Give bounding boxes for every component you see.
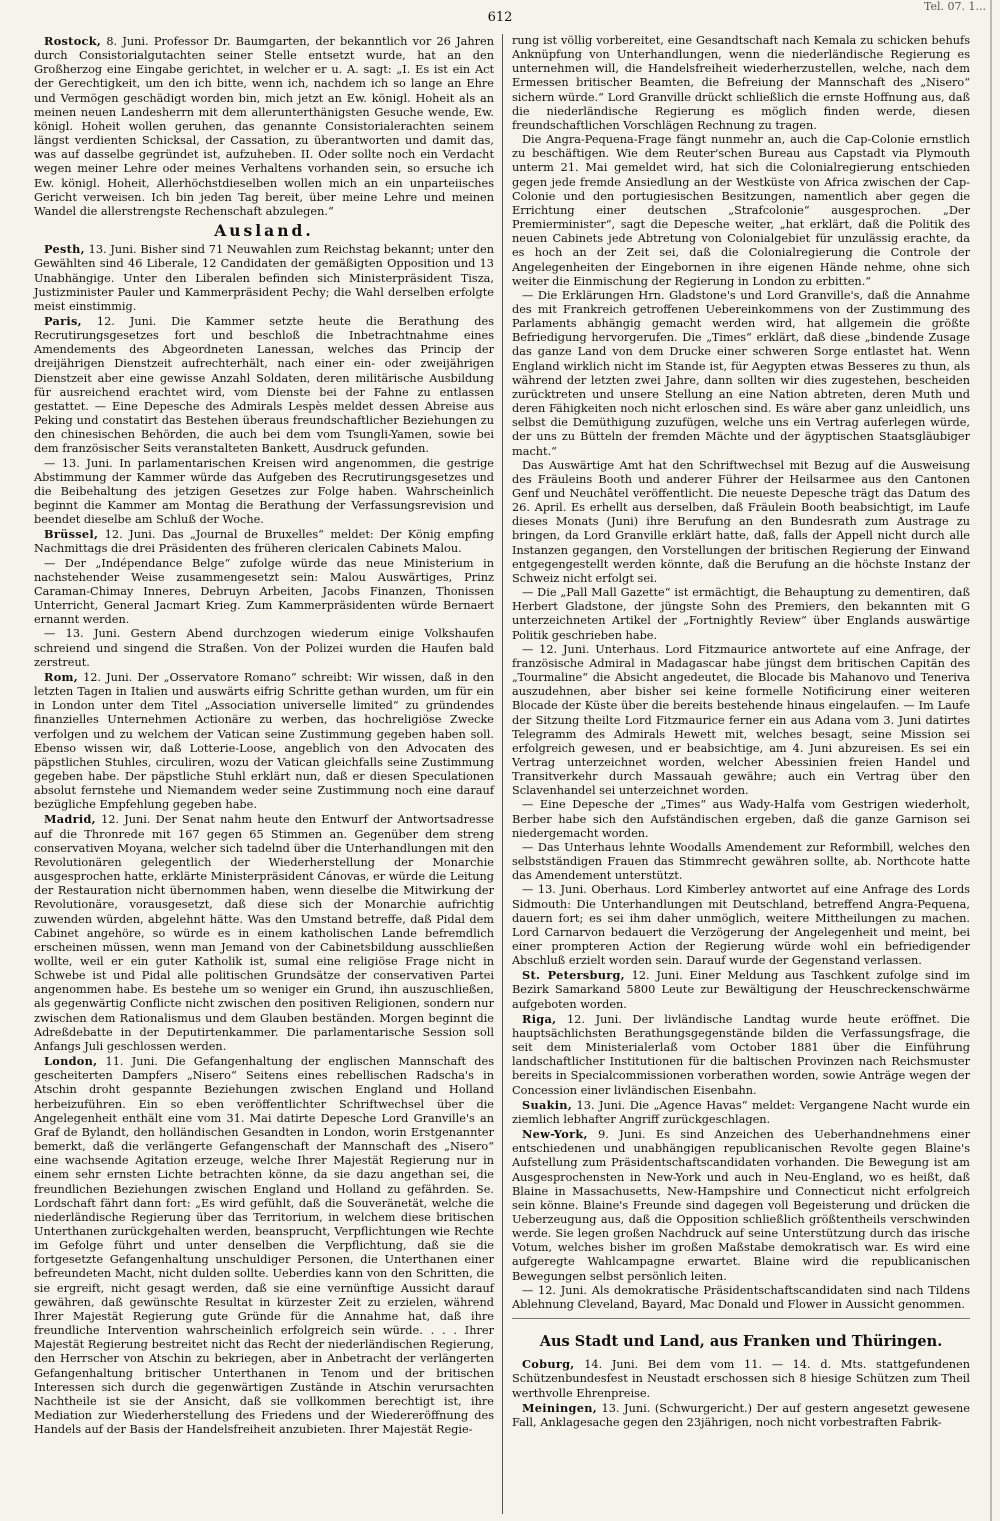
article-text: 9. Juni. Es sind Anzeichen des Ueberhandnehmens einer entschiedenen und unabhängigen republicanischen Revolte gegen Blaine's Aufstellung zum Präsidentschaftscandidaten vorhanden. Die Bewegung ist am Ausgesprochensten in New-York und auch in Neu-England, wo es heißt, daß Blaine in Massachusetts, New-Hampshire und Connecticut nicht erfolgreich sein könne. Blaine's Freunde sind dagegen voll Begeisterung und drücken die Ueberzeugung aus, daß die Opposition schließlich größtentheils verschwinden werde. Sie legen großen Nachdruck auf seine Unterstützung durch das irische Votum, welches bisher im großen Maßstabe demokratisch war. Es wird eine aufgeregte Wahlcampagne erwartet. Blaine wird die republicanischen Bewegungen selbst persönlich leiten. [512,1128,970,1283]
section-heading: Ausland. [214,221,314,241]
page-edge [990,0,992,1521]
article-text: 12. Juni. Die Kammer setzte heute die Berathung des Recrutirungsgesetzes fort und beschloß die Inbetrachtnahme eines Amendements des Abgeordneten Lanessan, welches das Princip der dreijährigen Dienstzeit aufrechterhält, nach einer ein- oder zweijährigen Dienstzeit aber eine gewisse Anzahl Soldaten, deren militärische Ausbildung für ausreichend erachtet wird, vom Dienste bei der Fahne zu entlassen gestattet. — Eine Depesche des Admirals Lespès meldet dessen Abreise aus Peking und constatirt das Bestehen überaus freundschaftlicher Beziehungen zu den chinesischen Behörden, die auch bei dem vom Tsungli-Yamen, sowie bei dem französischer Seits veranstalteten Bankett, Ausdruck gefunden. [34,314,494,456]
article-text: — Eine Depesche der „Times“ aus Wady-Halfa vom Gestrigen wiederholt, Berber habe sich den Aufständischen ergeben, daß die ganze Garnison sei niedergemacht worden. [512,798,970,840]
dateline: Rostock, [44,34,102,48]
article-text: Die Angra-Pequena-Frage fängt nunmehr an, auch die Cap-Colonie ernstlich zu beschäftigen. Wie dem Reuter'schen Bureau aus Capstadt via Plymouth unterm 21. Mai gemeldet wird, hat sich die Colonialregierung entschieden gegen jede fremde Ansiedlung an der Westküste von Africa zwischen der Cap-Colonie und den portugiesischen Besitzungen, namentlich aber gegen die Errichtung einer deutschen „Strafcolonie“ ausgesprochen. „Der Premierminister“, sagt die Depesche weiter, „hat erklärt, daß die Politik des neuen Cabinets jede Abtretung von Colonialgebiet für unzulässig erachte, da es hoch an der Zeit sei, daß die Colonialregierung die Controle der Angelegenheiten der Eingebornen in ihre eigenen Hände nehme, ohne sich weiter die Einmischung der Regierung in London zu erbitten.“ [512,133,970,288]
dateline: Riga, [522,1011,557,1026]
article-text: 12. Juni. Einer Meldung aus Taschkent zufolge sind im Bezirk Samarkand 5800 Leute zur Bewältigung der Heuschreckenschwärme aufgeboten worden. [512,969,970,1011]
article-paragraph [512,798,970,840]
article-text: — 12. Juni. Als demokratische Präsidentschaftscandidaten sind nach Tildens Ablehnung Cleveland, Bayard, Mac Donald und Flower in Aussicht genommen. [512,1283,970,1311]
dateline: New-York, [522,1127,588,1142]
article-text: 11. Juni. Die Gefangenhaltung der englischen Mannschaft des gescheiterten Dampfers „Nisero“ Seitens eines rebellischen Radscha's in Atschin droht gespannte Beziehungen zwischen England und Holland herbeizuführen. Ein so eben veröffentlichter Schriftwechsel über die Angelegenheit enthält eine vom 31. Mai datirte Depesche Lord Granville's an Graf de Bylandt, den holländischen Gesandten in London, worin Erstgenannter bemerkt, daß die verlängerte Gefangenschaft der Mannschaft des „Nisero“ eine wachsende Agitation erzeuge, welche Ihrer Majestät Regierung nur in einem sehr ernsten Lichte betrachten könne, da sie dazu angethan sei, die freundlichen Beziehungen zwischen England und Holland zu gefährden. Se. Lordschaft fährt dann fort: „Es wird gefühlt, daß die Souveränetät, welche die niederländische Regierung über das Territorium, in welchem diese britischen Unterthanen zurückgehalten werden, beansprucht, Verpflichtungen wie Rechte im Gefolge führt und unter denselben die Verpflichtung, daß sie die fortgesetzte Gefangenhaltung unschuldiger Personen, die Unterthanen einer befreundeten Macht, nicht dulden sollte. Ueberdies kann von den Schritten, die sie ergreift, nicht gesagt werden, daß sie eine vernünftige Aussicht darauf gewähren, daß gewünschte Resultat in kürzester Zeit zu erzielen, während Ihrer Majestät Regierung gute Gründe für die Annahme hat, daß ihre freundliche Intervention wahrscheinlich erfolgreich sein würde. . . . Ihrer Majestät Regierung bestreitet nicht das Recht der niederländischen Regierung, den Herrscher von Atschin zu bekriegen, aber in Anbetracht der verlängerten Gefangenhaltung britischer Unterthanen in Tenom und der britischen Interessen sich durch die gegenwärtigen Zustände in Atschin verursachten Nachtheile ist sie der Ansicht, daß sie vollkommen berechtigt ist, ihre Mediation zur Wiederherstellung des Friedens und der Wiedereröffnung des Handels auf der Basis der Handelsfreiheit anzubieten. Ihrer Majestät Regie- [34,1055,494,1437]
article-text: — Das Unterhaus lehnte Woodalls Amendement zur Reformbill, welches den selbstständigen Frauen das Stimmrecht gewähren sollte, ab. Northcote hatte das Amendement unterstützt. [512,840,970,883]
article-paragraph [512,133,970,289]
article-paragraph [512,1284,970,1312]
column-divider [502,34,503,1514]
article-text: — 12. Juni. Unterhaus. Lord Fitzmaurice antwortete auf eine Anfrage, der französische Admiral in Madagascar habe jüngst dem britischen Capitän des „Tourmaline“ die Absicht angedeutet, die Blocade bis Mahanovo und Teneriva auszudehnen, aber bisher sei keine formelle Notificirung einer weiteren Blocade der Küste über die bereits bestehende hinaus eingelaufen. — Im Laufe der Sitzung theilte Lord Fitzmaurice ferner ein aus Adana vom 3. Juni datirtes Telegramm des Admirals Hewett mit, welches besagt, seine Mission sei erfolgreich gewesen, und er beabsichtige, am 4. Juni abzureisen. Es sei ein Vertrag unterzeichnet worden, welcher Abessinien freien Handel und Transitverkehr durch Massauah gewähre; auch ein Vertrag über den Sclavenhandel sei unterzeichnet worden. [512,642,970,798]
article-text: — Die „Pall Mall Gazette“ ist ermächtigt, die Behauptung zu dementiren, daß Herbert Gladstone, der jüngste Sohn des Premiers, den bekannten mit G unterzeichneten Artikel der „Fortnightly Review“ über Englands auswärtige Politik geschrieben habe. [512,586,970,642]
article-paragraph [512,968,970,1011]
article-paragraph [512,1127,970,1284]
dateline: Paris, [44,313,82,328]
dateline: Brüssel, [44,527,99,542]
article-paragraph [34,242,494,314]
article-paragraph [512,289,970,459]
dateline: Madrid, [44,812,96,827]
article-paragraph [512,1357,970,1400]
article-paragraph [34,527,494,556]
article-paragraph [34,457,494,528]
right-column [512,34,970,1430]
article-text: Das Auswärtige Amt hat den Schriftwechsel mit Bezug auf die Ausweisung des Fräuleins Booth und anderer Führer der Heilsarmee aus den Cantonen Genf und Neuchâtel veröffentlicht. Die neueste Depesche trägt das Datum des 26. April. Es erhellt aus derselben, daß Fräulein Booth beabsichtigt, im Laufe dieses Monats (Juni) ihre Berufung an den Bundesrath zum Austrage zu bringen, da Lord Granville erklärt hatte, daß, falls der Appell nicht durch alle Instanzen gegangen, den Vorstellungen der britischen Regierung der Einwand entgegengestellt werden könnte, daß die Berufung an die höchste Instanz der Schweiz nicht erfolgt sei. [512,458,970,585]
article-text: 13. Juni. Die „Agence Havas“ meldet: Vergangene Nacht wurde ein ziemlich lebhafter Angriff zurückgeschlagen. [512,1098,970,1126]
article-paragraph [512,1098,970,1127]
article-text: — 13. Juni. Oberhaus. Lord Kimberley antwortet auf eine Anfrage des Lords Sidmouth: Die Unterhandlungen mit Deutschland, betreffend Angra-Pequena, dauern fort; es sei ihm daher unmöglich, weitere Mittheilungen zu machen. Lord Carnarvon bedauert die Verzögerung der Angelegenheit und meint, bei einer prompteren Action der Regierung würde wohl ein befriedigender Abschluß erzielt worden sein. Darauf wurde der Gegenstand verlassen. [512,883,970,968]
dateline: Pesth, [44,242,85,257]
article-text: — 13. Juni. Gestern Abend durchzogen wiederum einige Volkshaufen schreiend und singend die Straßen. Von der Polizei wurden die Haufen bald zerstreut. [34,627,494,669]
article-paragraph [512,841,970,883]
article-text: 14. Juni. Bei dem vom 11. — 14. d. Mts. stattgefundenen Schützenbundesfest in Neustadt erschossen sich 8 hiesige Schützen zum Theil werthvolle Ehrenpreise. [512,1358,970,1400]
dateline: St. Petersburg, [522,968,625,983]
dateline: Meiningen, [522,1400,597,1415]
article-paragraph [512,34,970,133]
article-paragraph [512,1401,970,1430]
article-paragraph [34,314,494,457]
article-paragraph [34,812,494,1054]
article-text: 8. Juni. Professor Dr. Baumgarten, der bekanntlich vor 26 Jahren durch Consistorialgutachten seiner Stelle entsetzt wurde, hat an den Großherzog eine Eingabe gerichtet, in welcher er u. A. sagt: „I. Es ist ein Act der Gerechtigkeit, um den ich bitte, wenn ich, nachdem ich so lange an Ehre und Vermögen geschädigt worden bin, mich jetzt an Ew. königl. Hoheit als an meinen neuen Landesherrn mit dem allerunterthänigsten Gesuche wende, Ew. königl. Hoheit wollen geruhen, das genannte Consistorialerachten seinem längst verdienten Schicksal, der Cassation, zu überantworten und damit das, was auf dasselbe gegründet ist, aufzuheben. II. Oder sollte noch ein Verdacht wegen meiner Lehre oder meines Verhaltens vorhanden sein, so ersuche ich Ew. königl. Hoheit, Allerhöchstdieselben wollen mich an ein unparteiisches Gericht verweisen. Ich bin jeden Tag bereit, über meine Lehre und meinen Wandel die allerstrengste Rechenschaft abzulegen.“ [34,35,494,218]
article-paragraph [512,1012,970,1098]
dateline: Rom, [44,669,79,684]
article-paragraph [512,586,970,643]
page-number: 612 [487,10,513,25]
article-text: 12. Juni. Das „Journal de Bruxelles“ meldet: Der König empfing Nachmittags die drei Präsidenten des früheren clericalen Cabinets Malou. [34,528,494,556]
article-paragraph [34,627,494,669]
article-paragraph [512,883,970,968]
article-text: 13. Juni. (Schwurgericht.) Der auf gestern angesetzt gewesene Fall, Anklagesache gegen den 23jährigen, noch nicht vorbestraften Fabrik- [512,1401,970,1429]
article-paragraph [34,670,494,813]
section-heading: Aus Stadt und Land, aus Franken und Thüringen. [539,1333,943,1351]
article-text: — Die Erklärungen Hrn. Gladstone's und Lord Granville's, daß die Annahme des mit Frankreich getroffenen Uebereinkommens von der Zustimmung des Parlaments abhängig gemacht werden wird, hat allgemein die größte Befriedigung hervorgerufen. Die „Times“ erklärt, daß diese „bindende Zusage das ganze Land von dem Drucke einer schweren Sorge entlastet hat. Wenn England wirklich nicht im Stande ist, für Aegypten etwas Besseres zu thun, als während der letzten zwei Jahre, dann sollten wir dies zugestehen, bescheiden zurücktreten und unsere Stellung an eine Nation abtreten, deren Muth und deren Fähigkeiten noch nicht erloschen sind. Es wäre aber ganz unleidlich, uns selbst die Demüthigung zuzufügen, welche uns ein Vertrag auferlegen würde, der uns zu Bütteln der fremden Mächte und der ägyptischen Staatsgläubiger macht.“ [512,288,970,458]
article-paragraph [34,1054,494,1437]
article-text: 12. Juni. Der livländische Landtag wurde heute eröffnet. Die hauptsächlichsten Berathungsgegenstände bilden die Verfassungsfrage, die seit dem Ministerialerlaß vom October 1881 über die Einführung landschaftlicher Institutionen für die baltischen Provinzen nach Reichsmuster bereits in Specialcommissionen vorberathen worden, sowie Anträge wegen der Concession einer livländischen Eisenbahn. [512,1012,970,1097]
article-paragraph [512,459,970,586]
dateline: Suakin, [522,1097,573,1112]
article-text: rung ist völlig vorbereitet, eine Gesandtschaft nach Kemala zu schicken behufs Anknüpfung von Unterhandlungen, wenn die niederländische Regierung es unternehmen will, die Handelsfreiheit wiederherzustellen, welche, nach dem Ermessen britischer Beamten, die Befreiung der Mannschaft des „Nisero“ sichern würde.“ Lord Granville drückt schließlich die ernste Hoffnung aus, daß die niederländische Regierung es möglich finden werde, diesen freundschaftlichen Vorschlägen Rechnung zu tragen. [512,34,970,132]
article-paragraph [512,643,970,799]
article-text: 12. Juni. Der „Osservatore Romano“ schreibt: Wir wissen, daß in den letzten Tagen in Italien und auswärts eifrig Schritte gethan wurden, um für ein in London unter dem Titel „Association universelle limited“ zu gründendes finanzielles Unternehmen Actionäre zu werben, das hochreligiöse Zwecke verfolgen und zu welchem der Vatican seine Zustimmung gegeben haben soll. Ebenso wissen wir, daß Lotterie-Loose, angeblich von den Advocaten des päpstlichen Stuhles, circuliren, wozu der Vatican gleichfalls seine Zustimmung gegeben habe. Der päpstliche Stuhl erklärt nun, daß er diesen Speculationen absolut fernstehe und Niemandem weder seine Zustimmung noch eine darauf bezügliche Empfehlung gegeben habe. [34,670,494,812]
article-paragraph [34,557,494,628]
article-text: — 13. Juni. In parlamentarischen Kreisen wird angenommen, die gestrige Abstimmung der Kammer würde das Aufgeben des Recrutirungsgesetzes und die Beibehaltung des jetzigen Gesetzes zur Folge haben. Wahrscheinlich beginnt die Kammer am Montag die Berathung der Verfassungsrevision und beendet dieselbe am Schluß der Woche. [34,456,494,527]
article-text: — Der „Indépendance Belge“ zufolge würde das neue Ministerium in nachstehender Weise zusammengesetzt sein: Malou Auswärtiges, Prinz Caraman-Chimay Inneres, Debruyn Arbeiten, Jacobs Finanzen, Thonissen Unterricht, General Jacmart Krieg. Zum Kammerpräsidenten würde Bernaert ernannt werden. [34,556,494,627]
dateline: London, [44,1054,98,1069]
section-rule [512,1318,970,1319]
dateline: Coburg, [522,1357,575,1372]
article-paragraph [34,34,494,219]
corner-note: Tel. 07. 1... [924,0,986,13]
left-column [34,34,494,1437]
article-text: 13. Juni. Bisher sind 71 Neuwahlen zum Reichstag bekannt; unter den Gewählten sind 46 Liberale, 12 Candidaten der gemäßigten Opposition und 13 Unabhängige. Unter den Liberalen befinden sich Ministerpräsident Tisza, Justizminister Pauler und Kammerpräsident Pechy; die Wahl derselben erfolgte meist einstimmig. [34,243,494,313]
article-text: 12. Juni. Der Senat nahm heute den Entwurf der Antwortsadresse auf die Thronrede mit 167 gegen 65 Stimmen an. Gegenüber dem streng conservativen Moyana, welcher sich tadelnd über die Unterhandlungen mit den Revolutionären gelegentlich der Wiederherstellung der Monarchie ausgesprochen hatte, erklärte Ministerpräsident Cánovas, er würde die Leitung der Restauration nicht übernommen haben, wenn dieselbe die Mitwirkung der Revolutionäre, vorausgesetzt, daß diese sich der Monarchie aufrichtig zuwenden würden, abgelehnt hätte. Was den Umstand betreffe, daß Pidal dem Cabinet angehöre, so würde es in einem katholischen Lande befremdlich erscheinen müssen, wenn man Jemand von der Cabinetsbildung ausschließen wollte, weil er ein guter Katholik ist, sumal eine religiöse Frage nicht in Schwebe ist und Pidal alle politischen Grundsätze der conservativen Partei angenommen habe. Es bestehe um so weniger ein Grund, ihn auszuschließen, als gegenwärtig Conflicte nicht zwischen den positiven Religionen, sondern nur zwischen dem Rationalismus und dem Glauben beständen. Morgen beginnt die Adreßdebatte in der Deputirtenkammer. Die parlamentarische Session soll Anfangs Juli geschlossen werden. [34,813,494,1053]
